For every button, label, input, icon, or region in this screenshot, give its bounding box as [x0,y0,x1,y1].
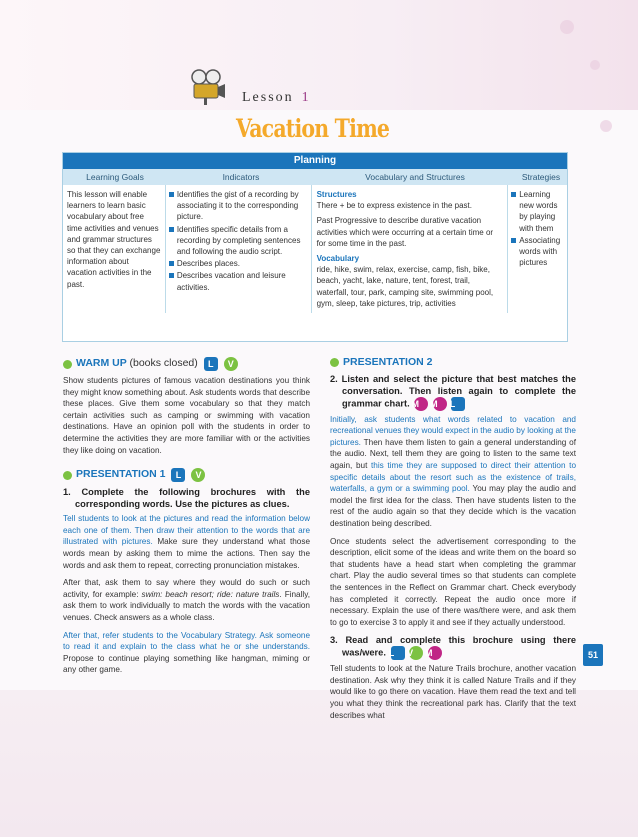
presentation2-paragraph: Once students select the advertisement corresponding to the description, elicit some of the ideas and write them on the board so that students have a head start when completing the grammar chart. Play the audio several times so that students can complete the sentences in the Reflect on Grammar chart. Check everybody has completed it correctly. Repeat the audio once more if necessary. Explain the use of there was/there were, and ask them to go to exercise 3 to apply it and see if they actually understood. [330,536,576,627]
column-header: Indicators [222,172,260,182]
badge-m: M [428,646,442,660]
badge-v: V [409,646,423,660]
presentation1-heading: PRESENTATION 1 L V [63,468,310,482]
badge-m: M [433,397,447,411]
presentation2-paragraph: Tell students to look at the Nature Trails brochure, another vacation destination. Ask why they think it is called Nature Trails and if they would like to go there on vacation. Have them read the text and tell you what they think the recreational park has. Clarify that the text describes what [330,664,576,720]
column-header: Strategies [521,172,561,182]
structures-text: There + be to express existence in the past. [316,201,472,211]
presentation1-paragraph: After that, ask them to say where they would do such or such activity, for example: swim: beach resort; ride: nature trails. Finally, ask them to work individually to match the words with the vacation venues. Check answers as a whole class. [63,578,311,622]
indicator-item: Identifies the gist of a recording by associating it to the corresponding picture. [176,190,299,222]
film-camera-icon [186,68,226,106]
right-column [330,357,576,727]
structures-label: Structures [316,190,357,199]
lesson-header [186,60,446,150]
vocabulary-label: Vocabulary [316,254,360,264]
decor-dot [590,60,600,70]
badge-l: L [171,468,185,482]
planning-columns [63,169,567,185]
badge-m: M [414,397,428,411]
strategies-cell [507,185,567,313]
column-header: Learning Goals [86,172,144,182]
location-pin-icon [330,358,339,367]
warmup-heading: WARM UP (books closed) L V [63,357,310,371]
vocabulary-cell [311,185,508,313]
strategy-item: Learning new words by playing with them [519,190,558,233]
page-title: Vacation Time [236,114,390,143]
exercise-1-instruction: 1. Complete the following brochures with the corresponding words. Use the pictures as clues. [63,487,310,510]
location-pin-icon [63,360,72,369]
badge-v: V [191,468,205,482]
presentation1-paragraph: After that, refer students to the Vocabulary Strategy. Ask someone to read it and explain to the class what he or she understands. Propose to continue playing something like hangman, miming or any other game. [63,630,310,675]
exercise-3-instruction: 3. Read and complete this brochure using there was/were. L V M [330,635,576,659]
vocabulary-text: ride, hike, swim, relax, exercise, camp, fish, bike, beach, yacht, lake, nature, tent, forest, trail, waterfall, tour, park, camping site, swimming pool, gym, sleep, take pictures, trip, activities [316,265,494,308]
column-header: Vocabulary and Structures [365,172,465,182]
exercise-2-instruction: 2. Listen and select the picture that best matches the conversation. Then listen again to complete the grammar chart. M M L [330,373,576,409]
presentation2-paragraph: Initially, ask students what words related to vacation and recreational venues they would expect in the audio by looking at the pictures. Then have them listen to gain a general understanding of the audio. Next, tell them they are going to listen to the same text again, but this time they are supposed to direct their attention to specific details about the resort such as the existence of trails, waterfalls, a gym or a swimming pool. You may play the audio and model the first idea for the class. Then have students listen to the rest of the audio again so that they decide which is the vacation destination being described. [330,414,576,528]
badge-v: V [224,357,238,371]
planning-title: Planning [63,153,567,169]
warmup-text: Show students pictures of famous vacation destinations you think they might know something about. Ask students words that describe these places. Give them some vocabulary so that they match certain activities such as camping or swimming with vacation destinations. Have an opinion poll with the students in order to determine the activities they are more familiar with or the activities they like doing on vacation. [63,376,310,455]
badge-l: L [391,646,405,660]
presentation1-paragraph: Tell students to look at the pictures and read the information below each one of them. Then draw their attention to the words that are illustrated with pictures. Make sure they understand what those words mean by asking them to mime the actions. Then say the words and ask them to repeat, correcting pronunciation mistakes. [63,514,310,570]
planning-table [62,152,568,342]
decor-dot [600,120,612,132]
learning-goals-cell: This lesson will enable learners to learn basic vocabulary about free time activities and venues and grammar structures so that they can exchange information about vacation activities in the past. [67,190,161,289]
indicator-item: Describes places. [176,259,240,269]
left-column [63,357,310,682]
badge-l: L [451,397,465,411]
strategy-item: Associating words with pictures [519,235,561,268]
indicator-item: Describes vacation and leisure activities. [176,271,286,292]
presentation2-heading: PRESENTATION 2 [330,357,576,369]
lesson-label: Lesson 1 [242,90,311,105]
indicators-cell [165,185,311,313]
indicator-item: Identifies specific details from a recording by completing sentences and following the audio script. [176,224,301,257]
structures-text: Past Progressive to describe durative vacation activities which were occurring at a certain time or for some time in the past. [316,216,494,248]
badge-l: L [204,357,218,371]
decor-dot [560,20,574,34]
location-pin-icon [63,471,72,480]
page-number: 51 [583,644,603,666]
